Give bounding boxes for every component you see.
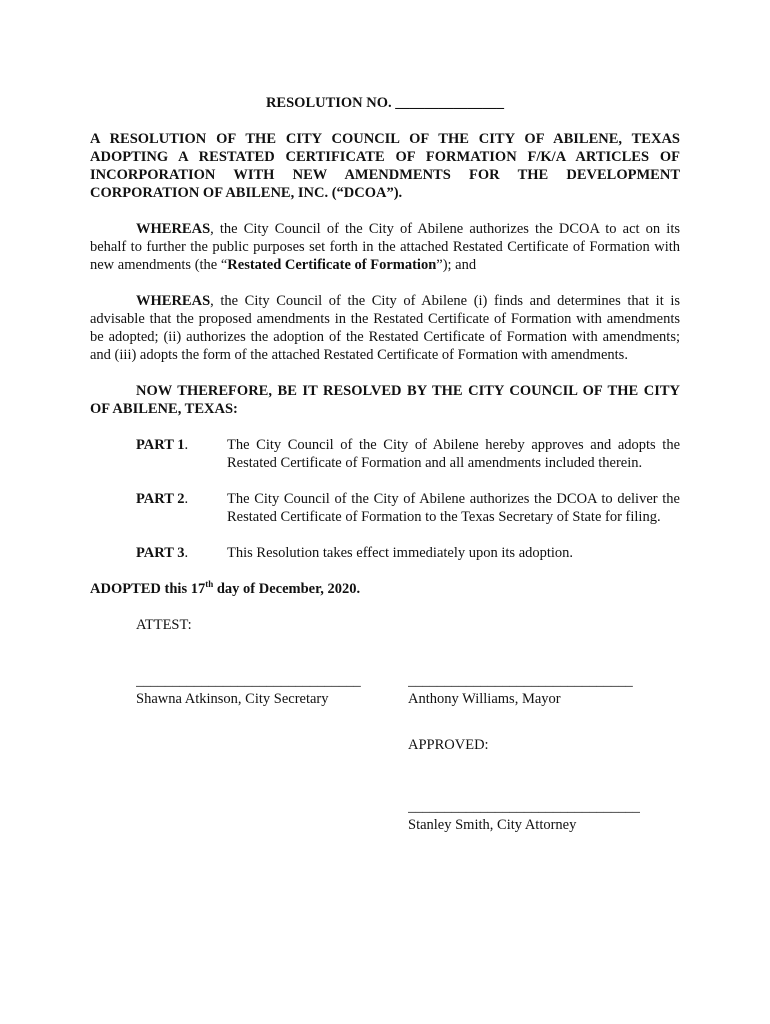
signature-line: _______________________________ <box>408 673 633 689</box>
signature-block-secretary <box>136 672 361 708</box>
signature-block-mayor <box>408 672 633 708</box>
attest-label: ATTEST: <box>136 617 192 633</box>
whereas-text-end: ”); and <box>436 257 477 273</box>
part-2: PART 2. The City Council of the City of Abilene authorizes the DCOA to deliver the Restated Certificate of Formation to the Texas Secretary of State for filing. <box>136 491 680 525</box>
whereas-paragraph-1 <box>90 220 680 274</box>
part-text: The City Council of the City of Abilene authorizes the DCOA to deliver the Restated Certificate of Formation to the Texas Secretary of State for filing. <box>227 491 680 525</box>
resolved-clause: NOW THEREFORE, BE IT RESOLVED BY THE CITY COUNCIL OF THE CITY OF ABILENE, TEXAS: <box>90 383 680 417</box>
part-label: PART 3 <box>136 545 185 561</box>
whereas-paragraph-2 <box>90 292 680 364</box>
part-3: PART 3. This Resolution takes effect immediately upon its adoption. <box>90 544 680 562</box>
approved-label: APPROVED: <box>408 737 489 753</box>
whereas-lead: WHEREAS <box>136 293 211 309</box>
document-page <box>90 94 680 833</box>
resolution-heading: RESOLUTION NO. _______________ <box>265 95 505 111</box>
signature-block-attorney <box>408 798 640 834</box>
part-text: This Resolution takes effect immediately upon its adoption. <box>227 545 574 561</box>
signature-line: ________________________________ <box>408 799 640 815</box>
part-label: PART 2 <box>136 491 185 507</box>
part-label: PART 1 <box>136 437 185 453</box>
signatory-name: Shawna Atkinson, City Secretary <box>136 691 329 707</box>
adopted-date: ADOPTED this 17th day of December, 2020. <box>90 579 361 597</box>
signatory-name: Stanley Smith, City Attorney <box>408 817 577 833</box>
whereas-text: , the City Council of the City of Abilene (i) finds and determines that it is advisable that the proposed amendments in the Restated Certificate of Formation with amendments be adopted; (ii) authorizes the adoption of the Restated Certificate of Formation with amendments; and (iii) adopts the form of the attached Restated Certificate of Formation with amendments. <box>90 293 680 363</box>
defined-term: Restated Certificate of Formation <box>227 257 437 273</box>
part-1: PART 1. The City Council of the City of Abilene hereby approves and adopts the Restated Certificate of Formation and all amendments included therein. <box>136 437 680 471</box>
signature-row-approved <box>90 798 680 838</box>
signature-row-attest <box>90 672 680 712</box>
whereas-lead: WHEREAS <box>136 221 211 237</box>
resolution-title: A RESOLUTION OF THE CITY COUNCIL OF THE CITY OF ABILENE, TEXAS ADOPTING A RESTATED CERTIFICATE OF FORMATION F/K/A ARTICLES OF INCORPORATION WITH NEW AMENDMENTS FOR THE DEVELOPMENT CORPORATION OF ABILENE, INC. (“DCOA”). <box>90 131 680 201</box>
whereas-text: , the City Council of the City of Abilene authorizes the DCOA to act on its behalf to further the public purposes set forth in the attached Restated Certificate of Formation with new amendments (the “ <box>90 221 680 273</box>
signature-line: _______________________________ <box>136 673 361 689</box>
signatory-name: Anthony Williams, Mayor <box>408 691 561 707</box>
part-text: The City Council of the City of Abilene hereby approves and adopts the Restated Certificate of Formation and all amendments included therein. <box>227 437 680 471</box>
